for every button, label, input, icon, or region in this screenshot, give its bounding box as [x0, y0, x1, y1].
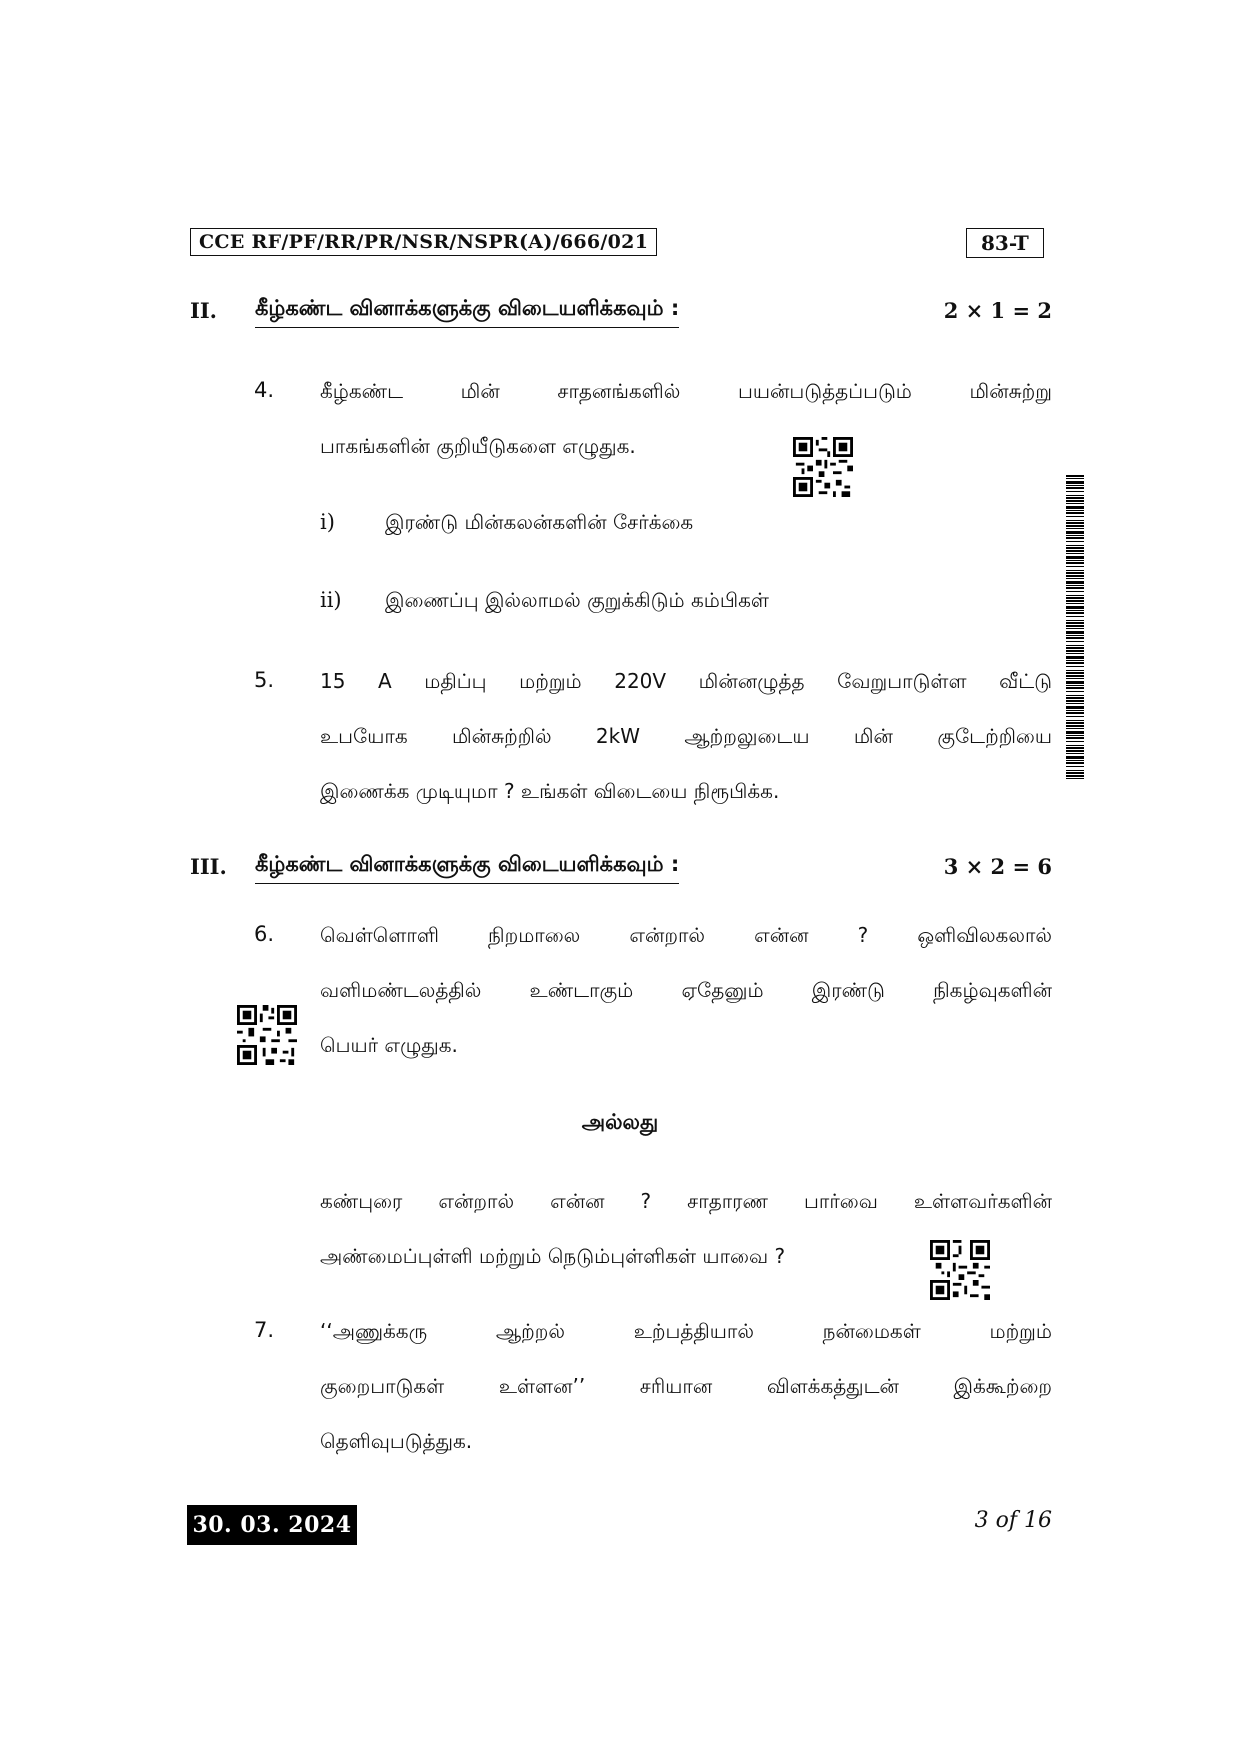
question-line: வெள்ளொளி நிறமாலை என்றால் என்ன ? ஒளிவிலகலால்: [320, 923, 1052, 947]
alternative-question-line2: அண்மைப்புள்ளி மற்றும் நெடும்புள்ளிகள் யாவை ?: [320, 1244, 786, 1268]
question-text: [320, 364, 1052, 419]
section-marks: 2 × 1 = 2: [943, 298, 1052, 323]
question-line: கண்புரை என்றால் என்ன ? சாதாரண பார்வை உள்ளவர்களின்: [320, 1189, 1052, 1213]
section-title: கீழ்கண்ட வினாக்களுக்கு விடையளிக்கவும் :: [255, 296, 679, 328]
paper-code: 83-T: [966, 228, 1044, 258]
barcode-icon: [1066, 475, 1084, 780]
subpart-text: இணைப்பு இல்லாமல் குறுக்கிடும் கம்பிகள்: [385, 588, 769, 612]
alternative-question-text: [320, 1174, 1052, 1229]
question-line: பெயர் எழுதுக.: [320, 1033, 458, 1057]
question-text: [320, 654, 1052, 819]
qr-code-icon: [793, 437, 853, 497]
section-numeral: II.: [190, 298, 217, 323]
question-line: தெளிவுபடுத்துக.: [320, 1429, 473, 1453]
question-text: [320, 908, 1052, 1073]
subpart-text: இரண்டு மின்கலன்களின் சேர்க்கை: [385, 510, 694, 534]
section-numeral: III.: [190, 854, 227, 879]
question-number: 7.: [254, 1318, 275, 1342]
page-number: 3 of 16: [974, 1508, 1052, 1533]
question-line: குறைபாடுகள் உள்ளன’’ சரியான விளக்கத்துடன் இக்கூற்றை: [320, 1374, 1052, 1398]
question-line: கீழ்கண்ட மின் சாதனங்களில் பயன்படுத்தப்படும் மின்சுற்று: [320, 379, 1052, 403]
question-number: 4.: [254, 378, 275, 402]
qr-code-icon: [237, 1005, 297, 1065]
question-line: 15 A மதிப்பு மற்றும் 220V மின்னழுத்த வேறுபாடுள்ள வீட்டு: [320, 669, 1052, 693]
exam-code: CCE RF/PF/RR/PR/NSR/NSPR(A)/666/021: [190, 228, 657, 256]
question-line: வளிமண்டலத்தில் உண்டாகும் ஏதேனும் இரண்டு நிகழ்வுகளின்: [320, 978, 1052, 1002]
subpart-label: i): [320, 510, 335, 534]
question-text: [320, 1304, 1052, 1469]
question-text-line2: பாகங்களின் குறியீடுகளை எழுதுக.: [320, 434, 636, 458]
section-marks: 3 × 2 = 6: [943, 854, 1052, 879]
question-line: இணைக்க முடியுமா ? உங்கள் விடையை நிரூபிக்க.: [320, 779, 780, 803]
qr-code-icon: [930, 1240, 990, 1300]
question-number: 5.: [254, 668, 275, 692]
subpart-label: ii): [320, 588, 342, 612]
exam-date: 30. 03. 2024: [187, 1505, 357, 1545]
section-title: கீழ்கண்ட வினாக்களுக்கு விடையளிக்கவும் :: [255, 852, 679, 884]
question-line: உபயோக மின்சுற்றில் 2kW ஆற்றலுடைய மின் குடேற்றியை: [320, 724, 1052, 748]
question-line: ‘‘அணுக்கரு ஆற்றல் உற்பத்தியால் நன்மைகள் மற்றும்: [320, 1319, 1052, 1343]
question-number: 6.: [254, 922, 275, 946]
or-separator: அல்லது: [581, 1110, 659, 1134]
